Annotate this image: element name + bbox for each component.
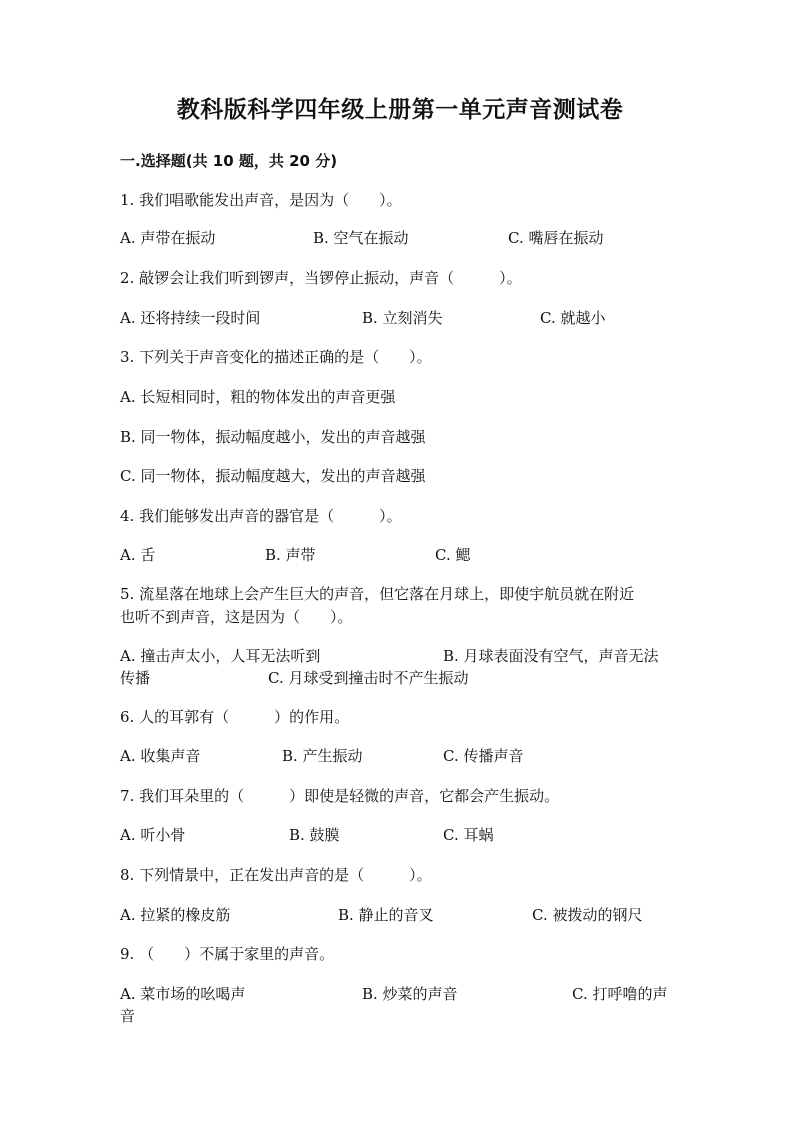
question-5-stem-line-1: 5. 流星落在地球上会产生巨大的声音，但它落在月球上，即使宇航员就在附近	[120, 585, 635, 603]
question-1-stem: 1. 我们唱歌能发出声音，是因为（ ）。	[120, 191, 402, 209]
question-9-option-c-continued: 音	[120, 1007, 136, 1025]
question-6-option-c: C. 传播声音	[443, 747, 524, 765]
question-8-stem: 8. 下列情景中，正在发出声音的是（ ）。	[120, 866, 432, 884]
section-heading: 一.选择题(共 10 题，共 20 分)	[120, 152, 338, 170]
question-7-option-c: C. 耳蜗	[443, 826, 494, 844]
question-3-option-b: B. 同一物体，振动幅度越小，发出的声音越强	[120, 428, 426, 446]
question-9-option-b: B. 炒菜的声音	[362, 985, 458, 1003]
question-4-option-a: A. 舌	[120, 546, 156, 564]
page-title: 教科版科学四年级上册第一单元声音测试卷	[176, 97, 624, 123]
question-3-option-a: A. 长短相同时，粗的物体发出的声音更强	[120, 388, 396, 406]
question-4-option-c: C. 鳃	[435, 546, 471, 564]
question-7-stem: 7. 我们耳朵里的（ ）即使是轻微的声音，它都会产生振动。	[120, 787, 560, 805]
question-4-option-b: B. 声带	[265, 546, 316, 564]
question-5-option-a: A. 撞击声太小，人耳无法听到	[120, 647, 321, 665]
question-7-option-b: B. 鼓膜	[289, 826, 340, 844]
question-7-option-a: A. 听小骨	[120, 826, 186, 844]
question-9-option-a: A. 菜市场的吆喝声	[120, 985, 246, 1003]
question-3-option-c: C. 同一物体，振动幅度越大，发出的声音越强	[120, 467, 426, 485]
question-5-option-c: C. 月球受到撞击时不产生振动	[268, 669, 469, 687]
question-6-option-b: B. 产生振动	[282, 747, 363, 765]
question-5-option-b: B. 月球表面没有空气，声音无法	[443, 647, 659, 665]
question-1-option-a: A. 声带在振动	[120, 229, 216, 247]
question-2-option-b: B. 立刻消失	[362, 309, 443, 327]
question-2-stem: 2. 敲锣会让我们听到锣声，当锣停止振动，声音（ ）。	[120, 269, 522, 287]
question-6-stem: 6. 人的耳郭有（ ）的作用。	[120, 708, 350, 726]
question-8-option-c: C. 被拨动的钢尺	[532, 906, 643, 924]
question-9-option-c: C. 打呼噜的声	[572, 985, 668, 1003]
question-5-option-b-continued: 传播	[120, 669, 151, 687]
question-6-option-a: A. 收集声音	[120, 747, 201, 765]
question-5-stem-line-2: 也听不到声音，这是因为（ ）。	[120, 608, 353, 626]
question-3-stem: 3. 下列关于声音变化的描述正确的是（ ）。	[120, 348, 432, 366]
question-1-option-b: B. 空气在振动	[313, 229, 409, 247]
question-9-stem: 9. （ ）不属于家里的声音。	[120, 945, 335, 963]
question-2-option-c: C. 就越小	[540, 309, 606, 327]
question-2-option-a: A. 还将持续一段时间	[120, 309, 261, 327]
question-4-stem: 4. 我们能够发出声音的器官是（ ）。	[120, 507, 402, 525]
question-8-option-b: B. 静止的音叉	[338, 906, 434, 924]
question-1-option-c: C. 嘴唇在振动	[508, 229, 604, 247]
question-8-option-a: A. 拉紧的橡皮筋	[120, 906, 231, 924]
